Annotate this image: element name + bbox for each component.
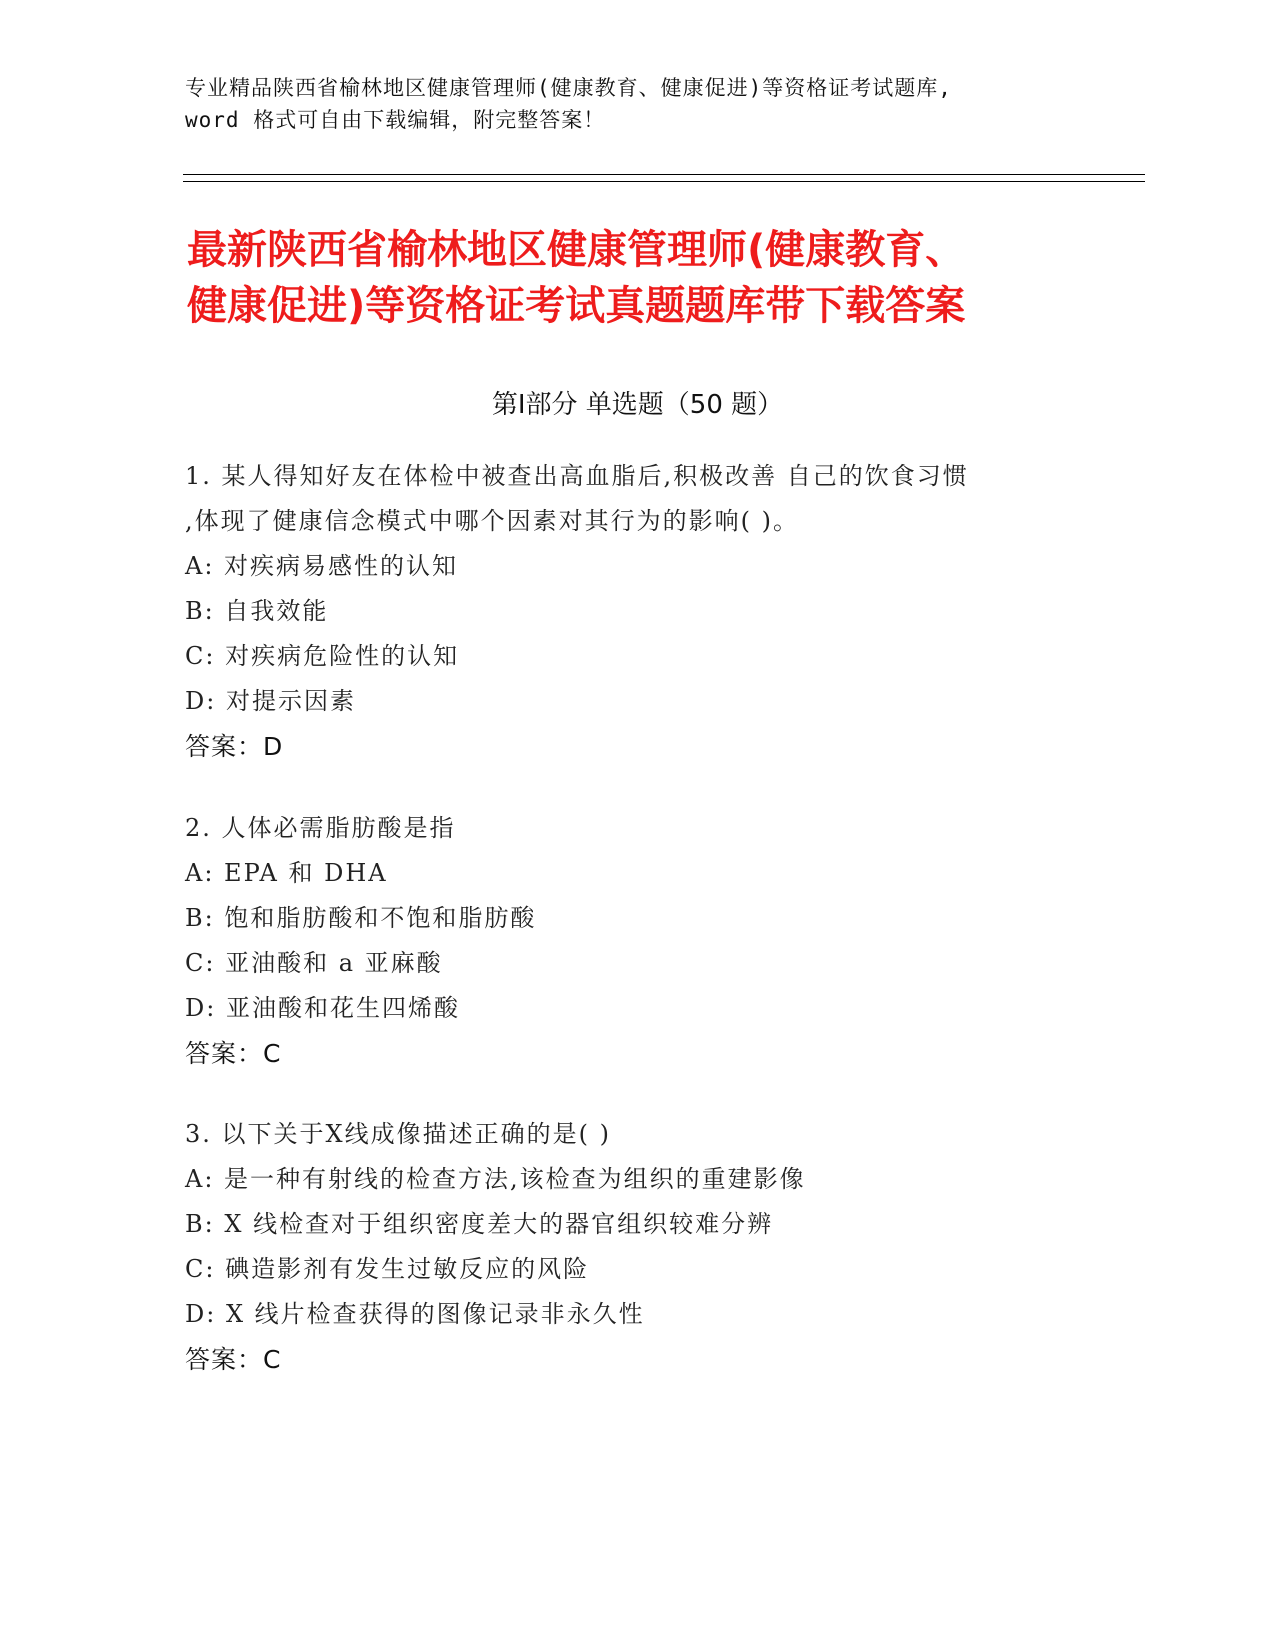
question-1 — [185, 454, 1105, 769]
section-heading: 第Ⅰ部分 单选题（50 题） — [491, 390, 784, 420]
page-header — [185, 72, 1105, 136]
header-divider-top — [183, 174, 1145, 175]
question-stem-continued: ,体现了健康信念模式中哪个因素对其行为的影响( )。 — [185, 507, 799, 535]
title-line-2: 健康促进)等资格证考试真题题库带下载答案 — [187, 283, 966, 329]
question-stem: 2. 人体必需脂肪酸是指 — [185, 814, 456, 842]
option-d: D: 亚油酸和花生四烯酸 — [185, 994, 460, 1022]
answer: 答案：C — [185, 1345, 282, 1374]
header-line-2: word 格式可自由下载编辑，附完整答案！ — [185, 108, 606, 132]
header-divider-bottom — [183, 181, 1145, 182]
option-a: A: EPA 和 DHA — [185, 859, 388, 887]
answer: 答案：C — [185, 1039, 282, 1068]
title-line-1: 最新陕西省榆林地区健康管理师(健康教育、 — [187, 227, 966, 273]
option-a: A: 对疾病易感性的认知 — [185, 552, 459, 580]
option-b: B: 饱和脂肪酸和不饱和脂肪酸 — [185, 904, 537, 932]
option-c: C: 亚油酸和 a 亚麻酸 — [185, 949, 443, 977]
document-title — [187, 222, 1147, 334]
option-c: C: 对疾病危险性的认知 — [185, 642, 460, 670]
option-b: B: X 线检查对于组织密度差大的器官组织较难分辨 — [185, 1210, 774, 1238]
option-d: D: X 线片检查获得的图像记录非永久性 — [185, 1300, 645, 1328]
question-3 — [185, 1112, 1105, 1382]
option-d: D: 对提示因素 — [185, 687, 356, 715]
header-line-1: 专业精品陕西省榆林地区健康管理师(健康教育、健康促进)等资格证考试题库, — [185, 76, 952, 100]
option-a: A: 是一种有射线的检查方法,该检查为组织的重建影像 — [185, 1165, 806, 1193]
question-stem: 1. 某人得知好友在体检中被查出高血脂后,积极改善 自己的饮食习惯 — [185, 462, 969, 490]
answer: 答案：D — [185, 732, 284, 761]
option-c: C: 碘造影剂有发生过敏反应的风险 — [185, 1255, 590, 1283]
question-stem: 3. 以下关于X线成像描述正确的是( ) — [185, 1120, 611, 1148]
question-2 — [185, 806, 1105, 1076]
option-b: B: 自我效能 — [185, 597, 329, 625]
